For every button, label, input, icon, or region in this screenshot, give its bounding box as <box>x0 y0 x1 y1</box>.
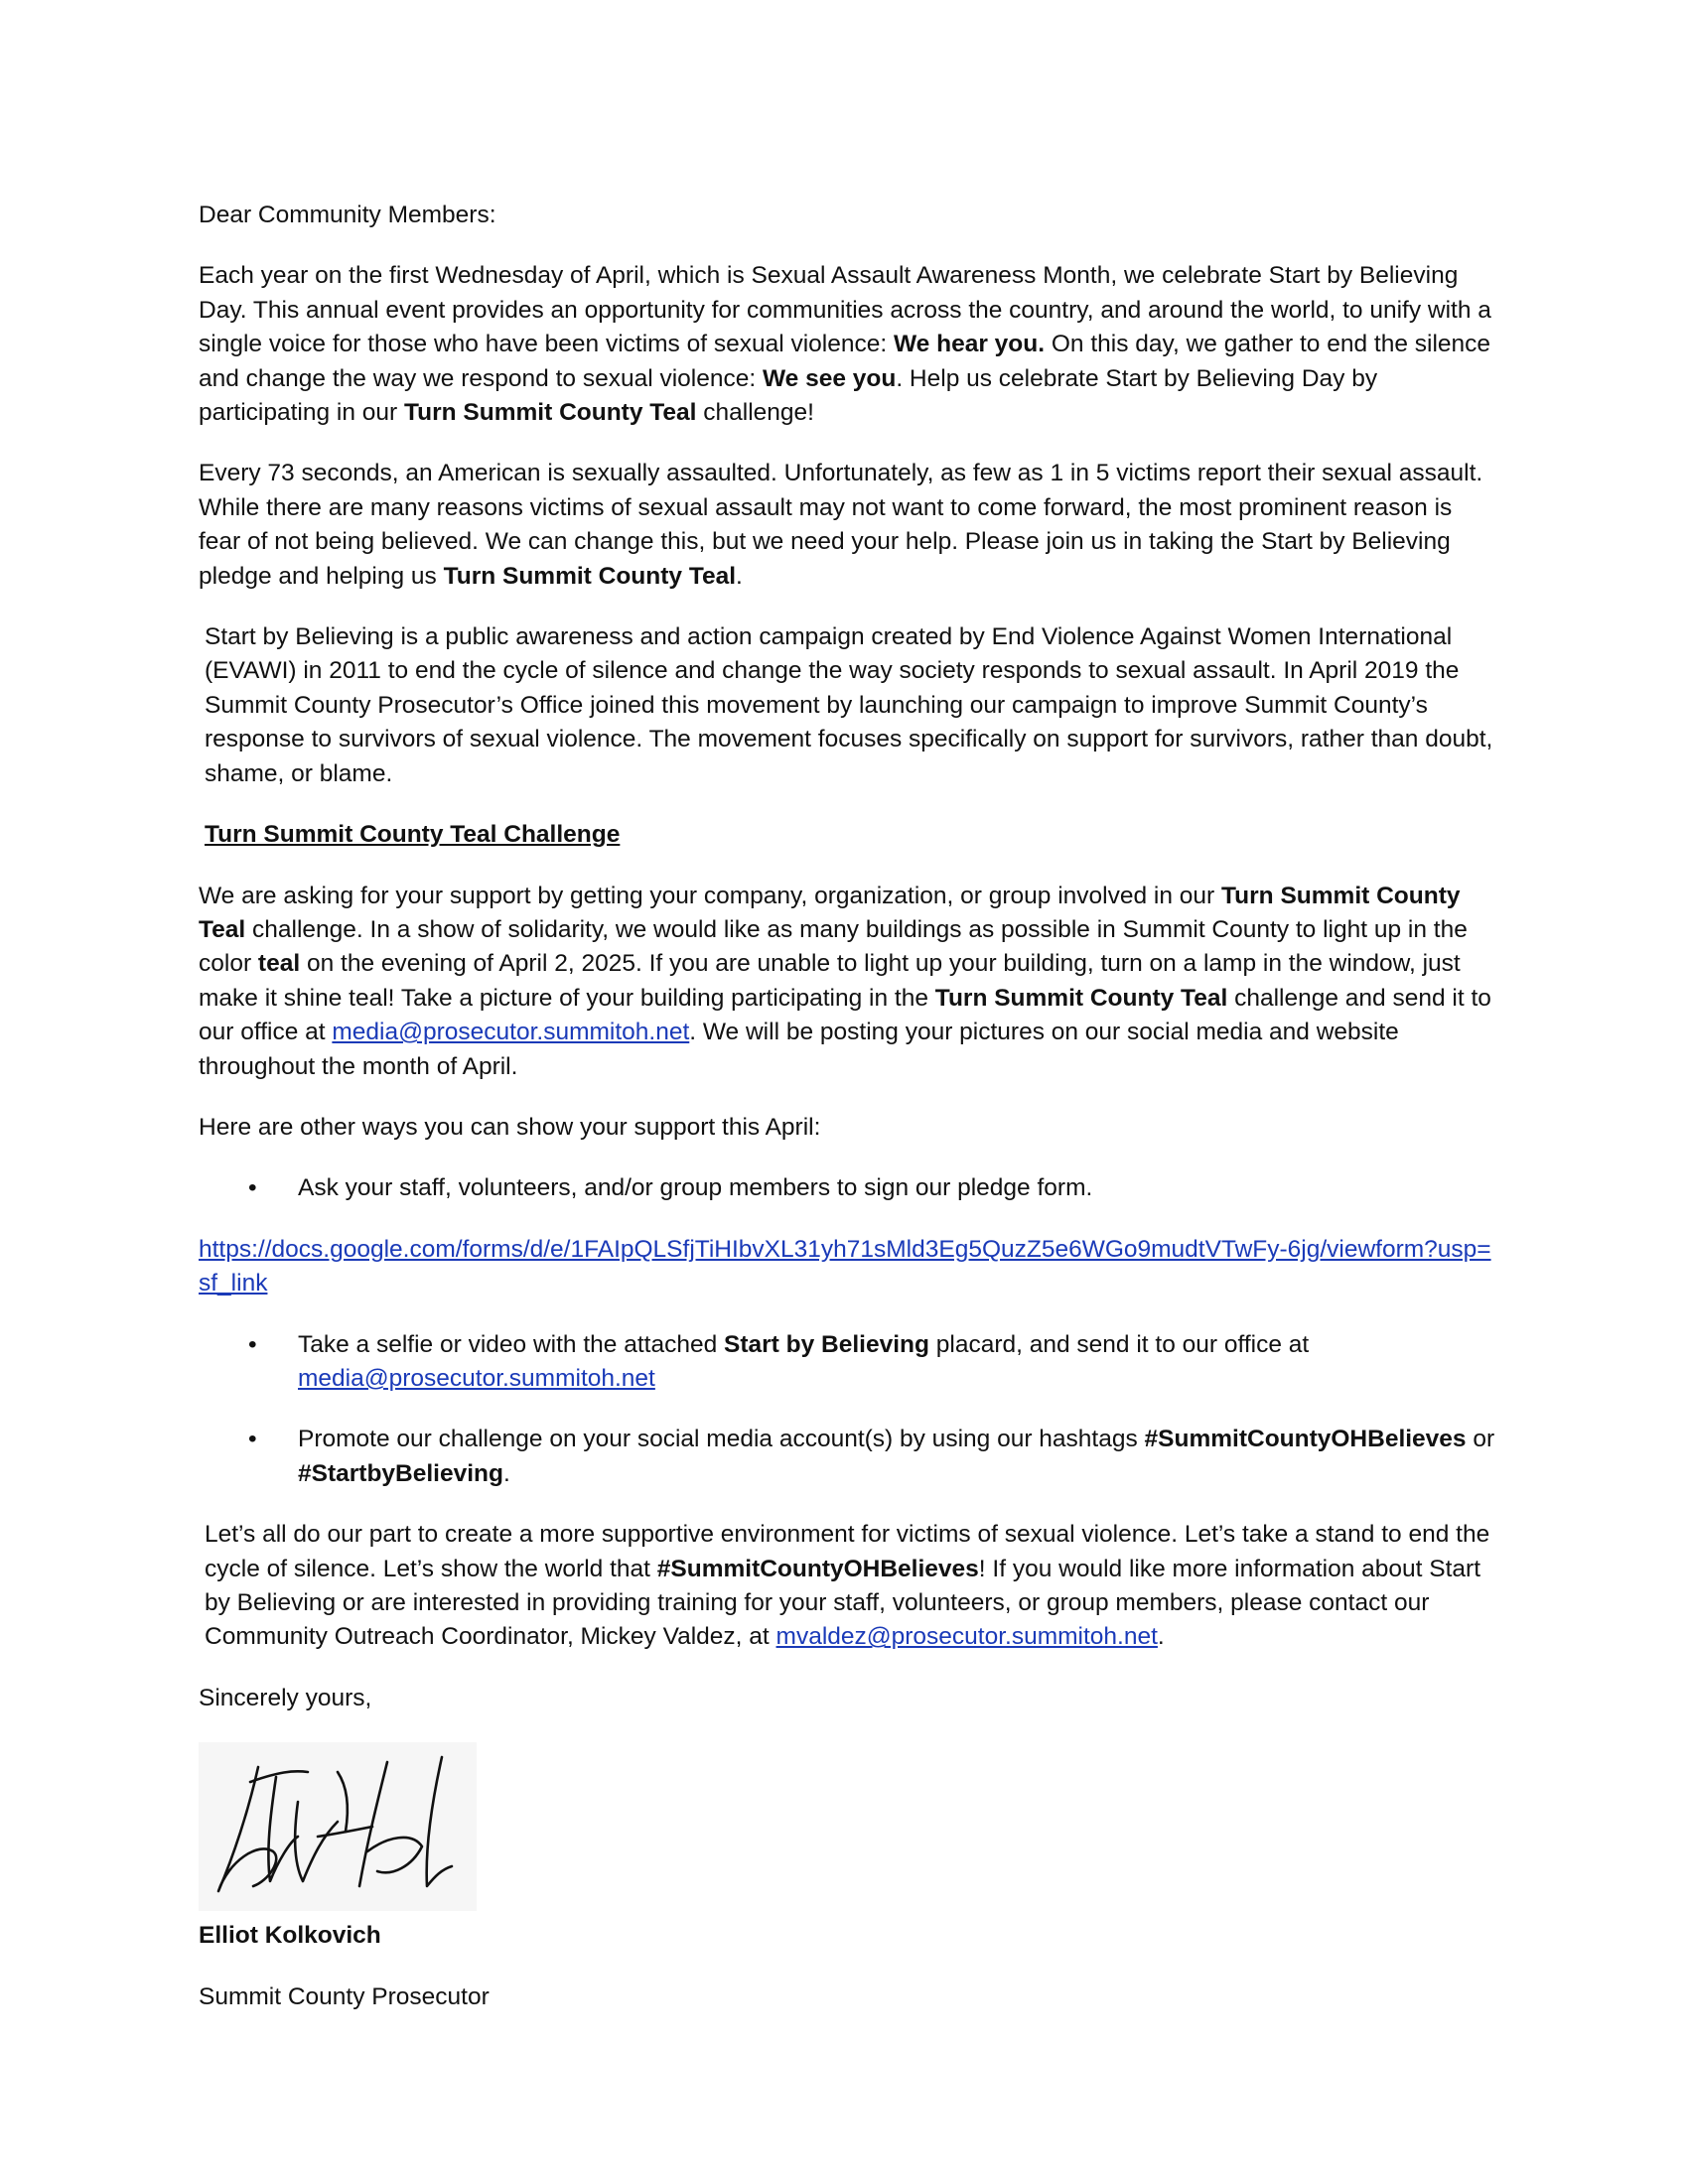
text: challenge. In a show of solidarity, we would like as many buildings as possible in Summit County to light up in the color <box>199 915 1468 978</box>
list-item <box>199 1328 1499 1397</box>
text: ! If you would like more information about Start by Believing or are interested in providing training for your staff, volunteers, or group members, please contact our Community Outreach Coordinator, Mickey Valdez, at <box>205 1555 1481 1651</box>
statistics-paragraph <box>199 457 1499 594</box>
text: . <box>736 562 743 590</box>
text: challenge and send it to our office at <box>199 984 1491 1046</box>
text: on the evening of April 2, 2025. If you are unable to light up your building, turn on a lamp in the window, just make it shine teal! Take a picture of your building participating in the <box>199 950 1461 1012</box>
other-ways-intro: Here are other ways you can show your support this April: <box>199 1113 821 1141</box>
coordinator-email-link[interactable]: mvaldez@prosecutor.summitoh.net <box>775 1623 1158 1651</box>
text: Every 73 seconds, an American is sexually assaulted. Unfortunately, as few as 1 in 5 victims report their sexual assault. While there are many reasons victims of sexual assault may not want to come forward, the most prominent reason is fear of not being believed. We can change this, but we need your help. Please join us in taking the Start by Believing pledge and helping us <box>199 460 1483 590</box>
text: or <box>1466 1426 1495 1453</box>
closing-paragraph <box>199 1518 1499 1655</box>
media-email-link[interactable]: media@prosecutor.summitoh.net <box>298 1364 655 1392</box>
section-heading <box>199 818 1499 852</box>
list-item <box>199 1423 1499 1491</box>
bold-text: #SummitCountyOHBelieves <box>1144 1426 1467 1453</box>
pledge-form-url <box>199 1233 1499 1301</box>
heading-text: Turn Summit County Teal Challenge <box>205 821 621 849</box>
greeting: Dear Community Members: <box>199 202 496 228</box>
bold-text: Turn Summit County Teal <box>934 984 1228 1012</box>
text: placard, and send it to our office at <box>928 1330 1310 1358</box>
text: Ask your staff, volunteers, and/or group members to sign our pledge form. <box>298 1174 1093 1202</box>
signature-image <box>199 1742 477 1911</box>
text: Take a selfie or video with the attached <box>298 1330 725 1358</box>
challenge-paragraph <box>199 880 1499 1084</box>
intro-paragraph <box>199 259 1499 430</box>
list-item <box>199 1171 1499 1205</box>
bold-text: We hear you. <box>894 331 1046 358</box>
signer-name: Elliot Kolkovich <box>199 1922 381 1950</box>
bullet-icon: • <box>248 1426 257 1453</box>
text: Each year on the first Wednesday of April, which is Sexual Assault Awareness Month, we celebrate Start by Believing Day. This annual event provides an opportunity for communities across the country, and around the world, to unify with a single voice for those who have been victims of sexual violence: <box>199 262 1491 358</box>
media-email-link[interactable]: media@prosecutor.summitoh.net <box>332 1019 690 1046</box>
text: Let’s all do our part to create a more supportive environment for victims of sexual violence. Let’s take a stand to end the cycle of silence. Let’s show the world that <box>205 1521 1490 1582</box>
pledge-form-link[interactable]: https://docs.google.com/forms/d/e/1FAIpQLSfjTiHIbvXL31yh71sMld3Eg5QuzZ5e6WGo9mudtVTwFy-6jg/viewform?usp=sf_link <box>199 1235 1491 1297</box>
bold-text: #StartbyBelieving <box>298 1459 503 1487</box>
text: . We will be posting your pictures on our social media and website throughout the month of April. <box>199 1019 1399 1080</box>
bold-text: teal <box>257 950 301 978</box>
signer-title: Summit County Prosecutor <box>199 1982 490 2010</box>
bold-text: Turn Summit County Teal <box>404 399 697 427</box>
text: . <box>502 1459 510 1487</box>
text: . <box>1157 1623 1165 1651</box>
bold-text: Start by Believing <box>724 1330 929 1358</box>
text: challenge! <box>696 399 814 427</box>
text: On this day, we gather to end the silence and change the way we respond to sexual violence: <box>199 331 1491 392</box>
text: We are asking for your support by getting your company, organization, or group involved in our <box>199 882 1222 909</box>
bold-text: Turn Summit County Teal <box>199 882 1461 943</box>
bullet-icon: • <box>248 1174 257 1202</box>
letter <box>199 199 1499 2041</box>
bold-text: We see you <box>762 364 897 392</box>
text: Promote our challenge on your social media account(s) by using our hashtags <box>298 1426 1145 1453</box>
bold-text: #SummitCountyOHBelieves <box>656 1555 979 1582</box>
bold-text: Turn Summit County Teal <box>443 562 737 590</box>
bullet-icon: • <box>248 1330 257 1358</box>
campaign-paragraph: Start by Believing is a public awareness and action campaign created by End Violence Against Women International (EVAWI) in 2011 to end the cycle of silence and change the way society responds to sexual assault. In April 2019 the Summit County Prosecutor’s Office joined this movement by launching our campaign to improve Summit County’s response to survivors of sexual violence. The movement focuses specifically on support for survivors, rather than doubt, shame, or blame. <box>205 623 1493 787</box>
closing-salutation: Sincerely yours, <box>199 1684 372 1711</box>
text: . Help us celebrate Start by Believing Day by participating in our <box>199 364 1378 427</box>
